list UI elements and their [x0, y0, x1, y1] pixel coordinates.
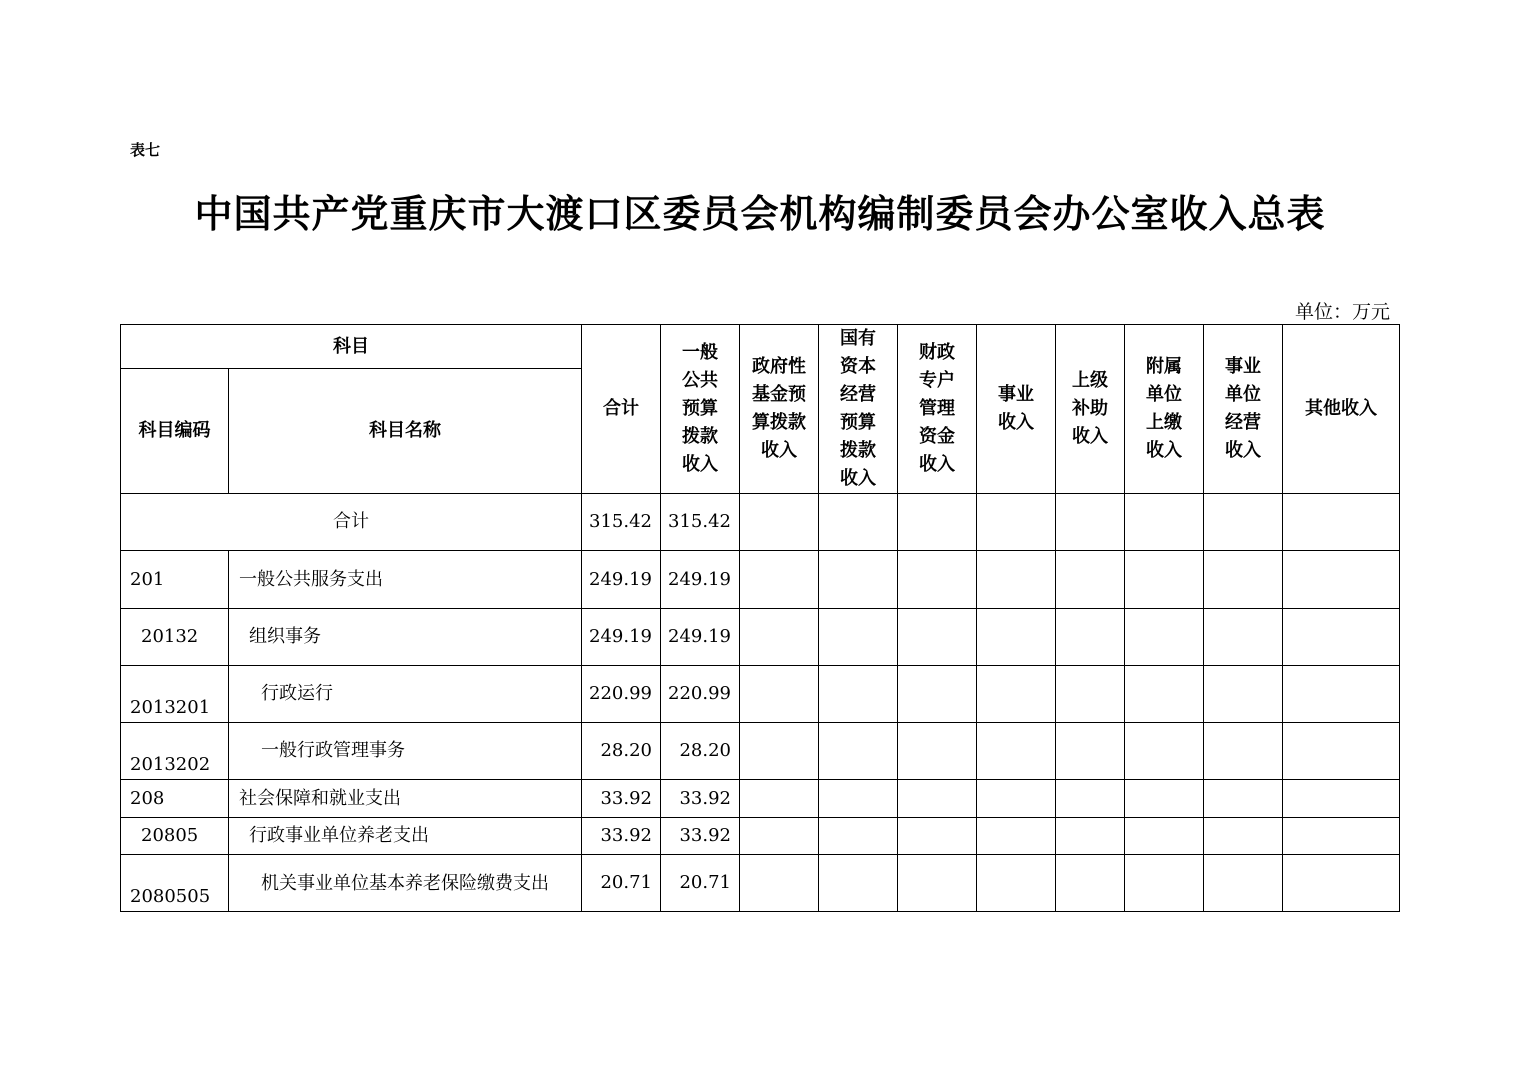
- row-total: 249.19: [582, 609, 661, 666]
- row-name: 行政事业单位养老支出: [229, 818, 582, 855]
- table-row: [121, 609, 1400, 666]
- table-row: [121, 723, 1400, 780]
- row-general: 220.99: [661, 666, 740, 723]
- total-general-value: 315.42: [661, 494, 740, 551]
- row-code: 2080505: [121, 855, 229, 912]
- row-name: 一般行政管理事务: [229, 723, 582, 780]
- header-general-public-budget: 一般公共预算拨款收入: [681, 342, 718, 475]
- row-total: 220.99: [582, 666, 661, 723]
- row-general: 20.71: [661, 855, 740, 912]
- row-code: 20132: [121, 609, 229, 666]
- table-row: [121, 666, 1400, 723]
- header-unit-operating: 事业单位经营收入: [1224, 356, 1261, 461]
- header-other-income: 其他收入: [1305, 398, 1377, 419]
- row-code: 208: [121, 780, 229, 818]
- header-superior-subsidy: 上级补助收入: [1071, 370, 1108, 447]
- row-code: 2013201: [121, 666, 229, 723]
- row-general: 28.20: [661, 723, 740, 780]
- header-total: 合计: [603, 398, 639, 419]
- row-total: 249.19: [582, 551, 661, 609]
- header-subject: 科目: [121, 325, 582, 369]
- row-general: 249.19: [661, 551, 740, 609]
- row-total: 20.71: [582, 855, 661, 912]
- header-subject-code: 科目编码: [121, 369, 229, 494]
- row-total: 33.92: [582, 780, 661, 818]
- unit-label: 单位：万元: [1294, 301, 1390, 323]
- header-gov-fund-budget: 政府性基金预算拨款收入: [751, 356, 806, 461]
- table-tag: 表七: [130, 141, 161, 159]
- table-row: [121, 780, 1400, 818]
- table-row-total: [121, 494, 1400, 551]
- table-row: [121, 855, 1400, 912]
- table-row: [121, 551, 1400, 609]
- row-name: 机关事业单位基本养老保险缴费支出: [229, 855, 582, 912]
- row-total: 33.92: [582, 818, 661, 855]
- row-name: 一般公共服务支出: [229, 551, 582, 609]
- header-fiscal-special: 财政专户管理资金收入: [918, 342, 955, 475]
- row-general: 33.92: [661, 818, 740, 855]
- row-general: 249.19: [661, 609, 740, 666]
- table-row: [121, 818, 1400, 855]
- header-state-capital-budget: 国有资本经营预算拨款收入: [839, 328, 876, 489]
- header-subject-name: 科目名称: [229, 369, 582, 494]
- total-value: 315.42: [582, 494, 661, 551]
- row-name: 组织事务: [229, 609, 582, 666]
- page-title: 中国共产党重庆市大渡口区委员会机构编制委员会办公室收入总表: [194, 192, 1326, 236]
- row-name: 社会保障和就业支出: [229, 780, 582, 818]
- row-code: 201: [121, 551, 229, 609]
- row-code: 20805: [121, 818, 229, 855]
- row-total: 28.20: [582, 723, 661, 780]
- row-name: 行政运行: [229, 666, 582, 723]
- row-code: 2013202: [121, 723, 229, 780]
- row-general: 33.92: [661, 780, 740, 818]
- header-business-income: 事业收入: [997, 384, 1034, 433]
- income-table: [120, 324, 1400, 912]
- header-affiliated-remit: 附属单位上缴收入: [1145, 356, 1182, 461]
- total-label: 合计: [121, 494, 582, 551]
